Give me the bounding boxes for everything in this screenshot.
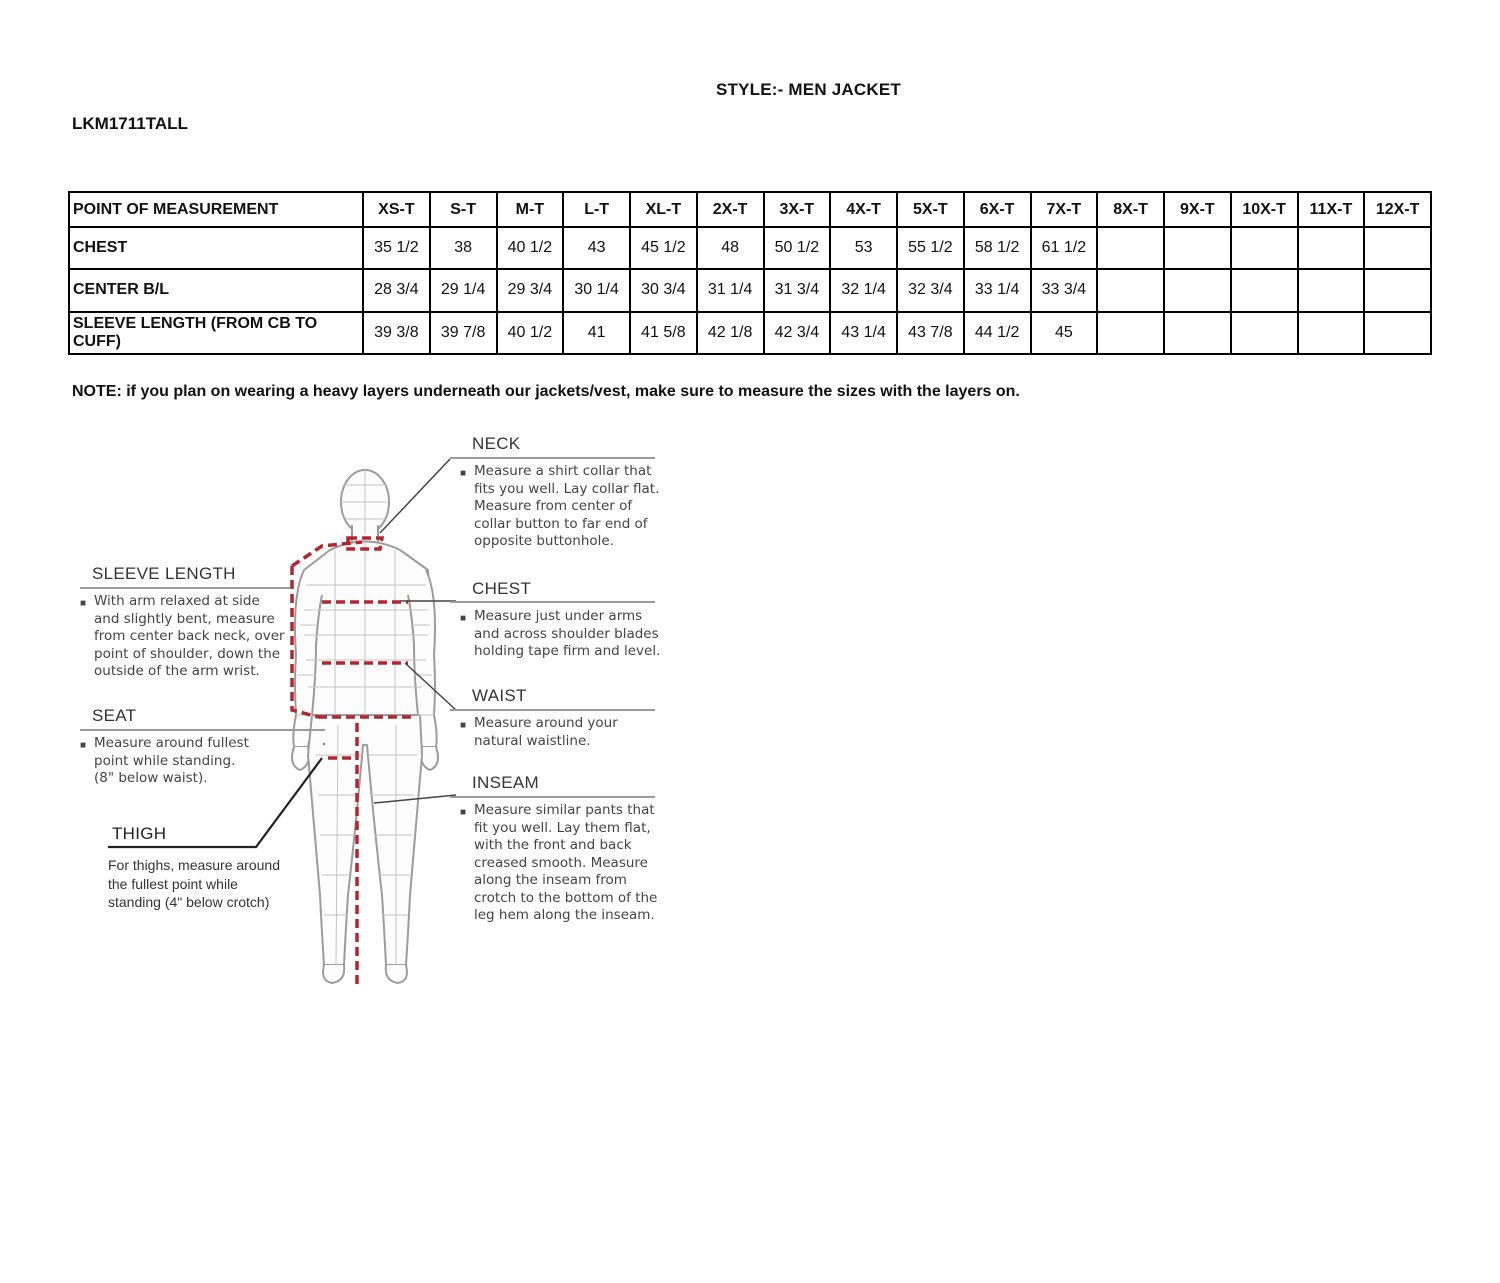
table-cell: 29 3/4 [497,269,564,311]
table-cell: 30 3/4 [630,269,697,311]
chest-rule [450,601,655,603]
table-cell: 44 1/2 [964,312,1031,354]
table-header-cell: S-T [430,192,497,227]
table-header-cell: XL-T [630,192,697,227]
table-cell: CENTER B/L [69,269,363,311]
figure-legs [308,715,422,965]
table-cell: 58 1/2 [964,227,1031,269]
table-header-cell: 11X-T [1298,192,1365,227]
table-cell: 55 1/2 [897,227,964,269]
table-header-cell: L-T [563,192,630,227]
seat-label: SEAT [92,706,137,725]
seat-rule [80,729,325,731]
table-cell: CHEST [69,227,363,269]
table-cell: 40 1/2 [497,312,564,354]
table-cell [1298,269,1365,311]
sleeve-length-description: With arm relaxed at side and slightly bent, measure from center back neck, over point of shoulder, down the outside of the arm wrist. [94,593,285,679]
style-title: STYLE:- MEN JACKET [716,80,901,99]
table-cell: 39 3/8 [363,312,430,354]
table-cell: 35 1/2 [363,227,430,269]
table-cell: 28 3/4 [363,269,430,311]
table-cell [1097,227,1164,269]
table-header-cell: 9X-T [1164,192,1231,227]
figure-right-hand [421,747,438,770]
table-cell: 42 3/4 [764,312,831,354]
neck-description: Measure a shirt collar that fits you well. Lay collar flat. Measure from center of collar button to far end of opposite buttonhole. [474,463,660,549]
table-row [69,269,1431,311]
figure-torso [302,542,429,716]
sleeve-length-label: SLEEVE LENGTH [92,564,236,583]
table-cell: 61 1/2 [1031,227,1098,269]
neck-rule [450,457,655,459]
table-header-cell: 5X-T [897,192,964,227]
seat-description: Measure around fullest point while standing. (8" below waist). [94,735,249,786]
neck-label: NECK [472,434,521,453]
table-header-cell: 2X-T [697,192,764,227]
table-cell [1364,269,1431,311]
table-cell: 43 [563,227,630,269]
style-code: LKM1711TALL [72,114,188,133]
table-cell: 53 [830,227,897,269]
table-cell: 31 1/4 [697,269,764,311]
table-cell: 32 1/4 [830,269,897,311]
table-cell [1164,312,1231,354]
neck-bullet: ■ [460,468,467,479]
table-cell: 45 1/2 [630,227,697,269]
table-cell: 39 7/8 [430,312,497,354]
table-header-cell: 12X-T [1364,192,1431,227]
layering-note: NOTE: if you plan on wearing a heavy layers underneath our jackets/vest, make sure to measure the sizes with the layers on. [72,383,1020,400]
inseam-description: Measure similar pants that fit you well. Lay them flat, with the front and back creased smooth. Measure along the inseam from crotch to the bottom of the leg hem along the inseam. [474,802,658,923]
table-header-cell: 10X-T [1231,192,1298,227]
table-row [69,227,1431,269]
table-cell [1164,269,1231,311]
inseam-label: INSEAM [472,773,539,792]
table-cell: 42 1/8 [697,312,764,354]
table-cell [1231,312,1298,354]
table-header-cell: 4X-T [830,192,897,227]
table-cell [1298,227,1365,269]
sleeve-length-rule [80,587,290,589]
table-header-cell: 6X-T [964,192,1031,227]
table-row [69,312,1431,354]
waist-description: Measure around your natural waistline. [474,715,618,749]
chest-description: Measure just under arms and across shoulder blades holding tape firm and level. [474,608,661,659]
thigh-description: For thighs, measure around the fullest point while standing (4" below crotch) [108,857,280,910]
table-header-cell: POINT OF MEASUREMENT [69,192,363,227]
table-cell [1097,269,1164,311]
waist-rule [450,709,655,711]
table-cell: 38 [430,227,497,269]
table-cell: 29 1/4 [430,269,497,311]
table-cell [1364,227,1431,269]
table-cell: 48 [697,227,764,269]
chest-bullet: ■ [460,613,467,624]
inseam-rule [450,796,655,798]
figure-right-foot [386,965,407,983]
table-cell [1231,227,1298,269]
table-header-cell: XS-T [363,192,430,227]
table-header-row [69,192,1431,227]
table-cell [1364,312,1431,354]
table-cell: 40 1/2 [497,227,564,269]
table-cell: 50 1/2 [764,227,831,269]
table-cell: 41 5/8 [630,312,697,354]
table-cell: 33 3/4 [1031,269,1098,311]
inseam-bullet: ■ [460,807,467,818]
table-cell: 41 [563,312,630,354]
table-cell: 45 [1031,312,1098,354]
waist-bullet: ■ [460,720,467,731]
table-cell: SLEEVE LENGTH (FROM CB TO CUFF) [69,312,363,354]
sleeve-length-bullet: ■ [80,598,87,609]
seat-bullet: ■ [80,740,87,751]
table-cell: 30 1/4 [563,269,630,311]
thigh-label: THIGH [112,824,167,843]
table-cell: 31 3/4 [764,269,831,311]
chest-label: CHEST [472,579,532,598]
figure-left-foot [323,965,344,983]
neck-leader-line [380,459,450,533]
waist-label: WAIST [472,686,527,705]
table-header-cell: 7X-T [1031,192,1098,227]
table-cell: 43 1/4 [830,312,897,354]
table-cell [1298,312,1365,354]
figure-left-hand [292,747,309,770]
table-cell: 32 3/4 [897,269,964,311]
table-cell [1164,227,1231,269]
table-cell: 33 1/4 [964,269,1031,311]
table-header-cell: 3X-T [764,192,831,227]
table-header-cell: M-T [497,192,564,227]
size-chart-table [68,191,1432,355]
table-cell: 43 7/8 [897,312,964,354]
table-cell [1231,269,1298,311]
table-cell [1097,312,1164,354]
table-header-cell: 8X-T [1097,192,1164,227]
